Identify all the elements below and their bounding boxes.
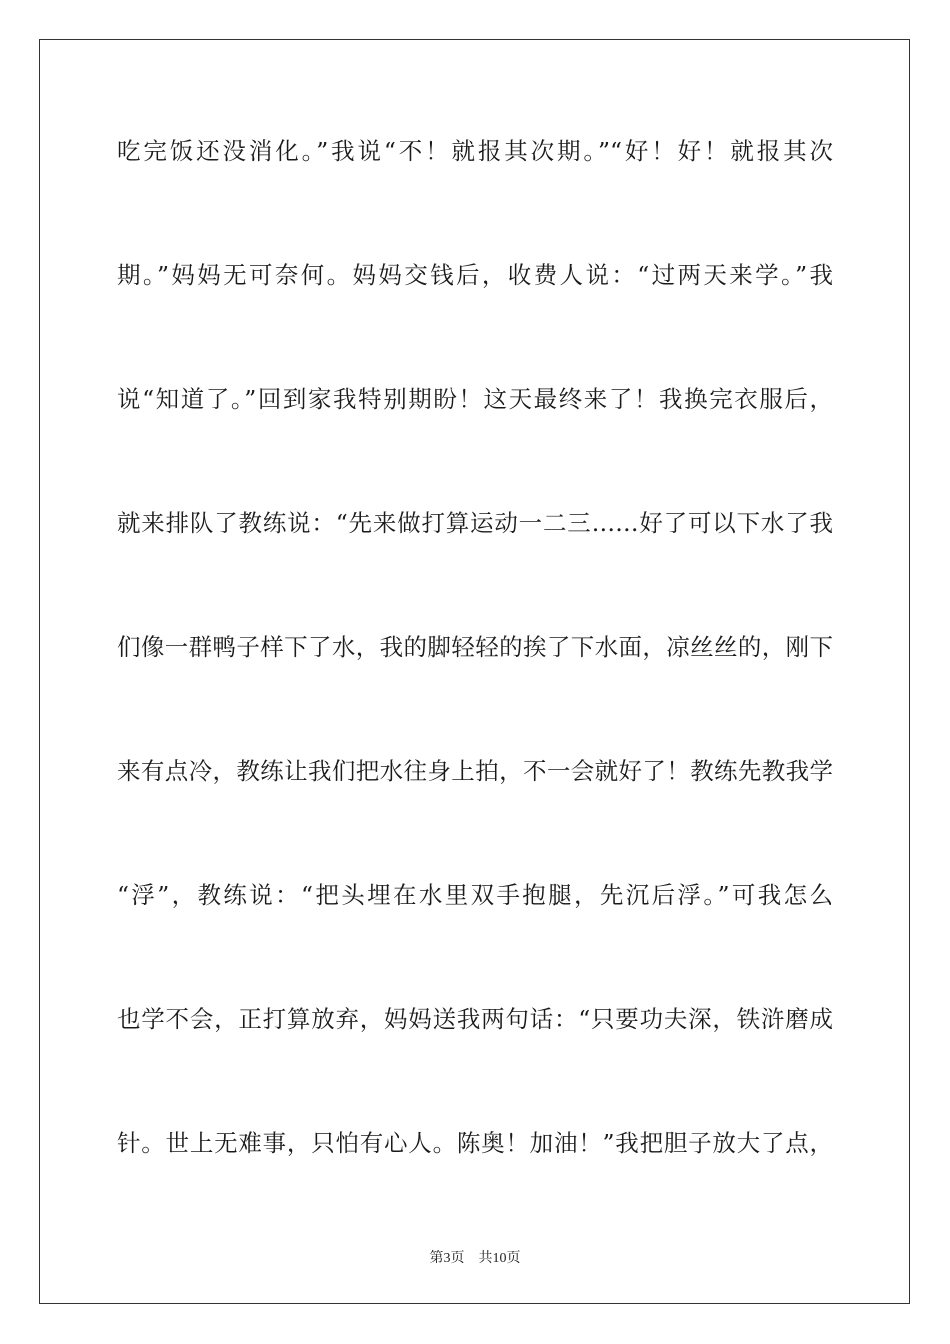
text-line: 来有点冷，教练让我们把水往身上拍，不一会就好了！教练先教我学 (117, 757, 833, 785)
page-footer (0, 1247, 950, 1267)
page-number: 第3页 (429, 1251, 465, 1266)
text-line: 针。世上无难事，只怕有心人。陈奥！加油！”我把胆子放大了点， (117, 1129, 833, 1157)
document-body (117, 128, 833, 1244)
page-total: 共10页 (478, 1251, 521, 1266)
text-line: 吃完饭还没消化。”我说“不！就报其次期。”“好！好！就报其次 (117, 137, 833, 165)
text-line: 们像一群鸭子样下了水，我的脚轻轻的挨了下水面，凉丝丝的，刚下 (117, 633, 833, 661)
text-line: 也学不会，正打算放弃，妈妈送我两句话：“只要功夫深，铁浒磨成 (117, 1005, 833, 1033)
text-line: “浮”，教练说：“把头埋在水里双手抱腿，先沉后浮。”可我怎么 (117, 881, 833, 909)
text-line: 期。”妈妈无可奈何。妈妈交钱后，收费人说：“过两天来学。”我 (117, 261, 833, 289)
text-line: 说“知道了。”回到家我特别期盼！这天最终来了！我换完衣服后， (117, 385, 833, 413)
text-line: 就来排队了教练说：“先来做打算运动一二三……好了可以下水了我 (117, 509, 833, 537)
